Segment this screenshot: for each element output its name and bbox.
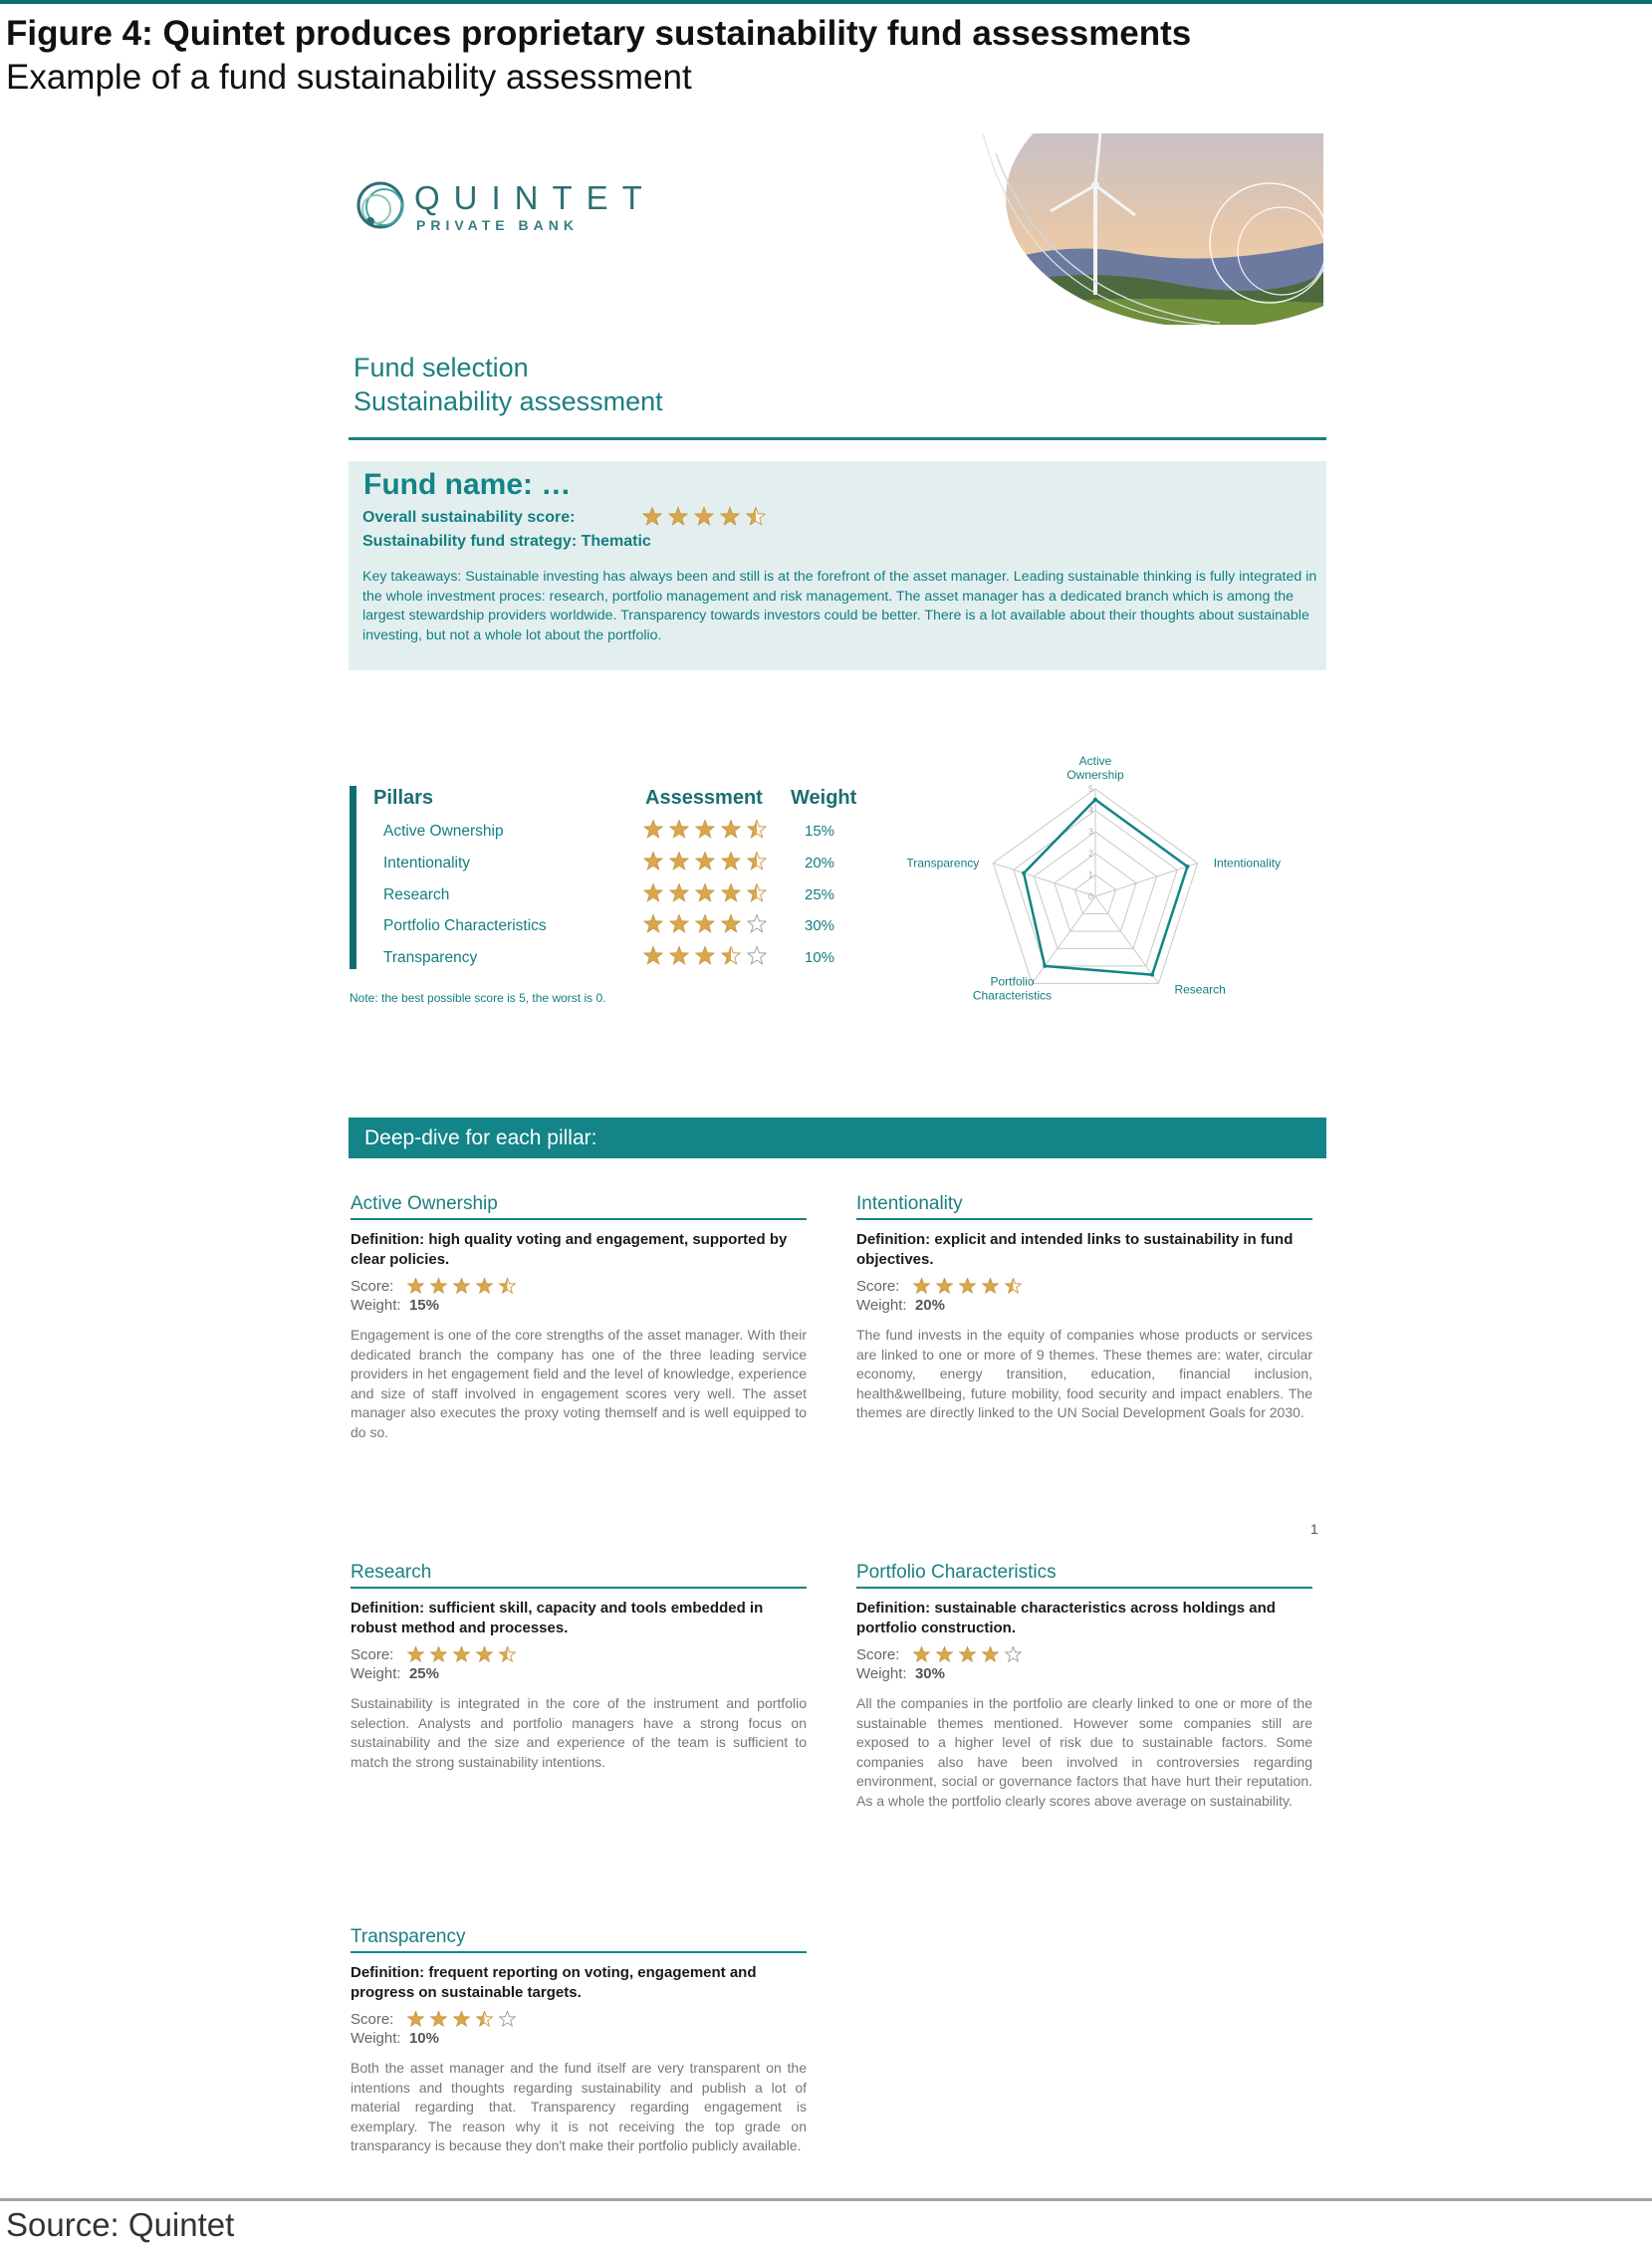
pillars-accent-bar (350, 786, 356, 969)
table-row (383, 946, 861, 974)
card-definition: Definition: explicit and intended links to sustainability in fund objectives. (856, 1231, 1294, 1268)
table-row (383, 852, 861, 879)
overall-score-stars (642, 507, 766, 527)
doc-title-line2: Sustainability assessment (354, 386, 663, 416)
score-label: Score: (351, 2011, 394, 2028)
star-full-icon (936, 1278, 953, 1295)
radar-axis-label: Active Ownership (1066, 754, 1124, 782)
card-weight (856, 1297, 1312, 1314)
doc-title-line1: Fund selection (354, 353, 529, 382)
star-full-icon (669, 852, 689, 872)
header-pillars: Pillars (373, 787, 434, 809)
card-stars (913, 1646, 1022, 1663)
radar-point (1043, 964, 1047, 968)
star-full-icon (430, 1646, 447, 1663)
card-divider (351, 1587, 807, 1589)
star-full-icon (642, 507, 662, 527)
star-full-icon (695, 883, 715, 903)
radar-chart (896, 747, 1295, 1016)
score-label: Score: (351, 1278, 394, 1295)
card-divider (351, 1951, 807, 1953)
star-full-icon (669, 946, 689, 966)
radar-tick-label: 0 (1087, 891, 1093, 901)
star-full-icon (407, 1278, 424, 1295)
star-full-icon (982, 1646, 999, 1663)
weight-value: 15% (408, 1297, 439, 1314)
figure-title: Figure 4: Quintet produces proprietary sustainability fund assessments (6, 14, 1192, 53)
weight-label: Weight: (351, 1297, 401, 1314)
star-full-icon (936, 1646, 953, 1663)
pillar-name: Portfolio Characteristics (383, 917, 547, 934)
star-half-icon (499, 1646, 516, 1663)
radar-axis-label: Research (1174, 982, 1226, 997)
star-half-icon (476, 2011, 493, 2028)
star-full-icon (407, 1646, 424, 1663)
pillar-name: Research (383, 886, 450, 903)
radar-axis-label: Intentionality (1213, 856, 1282, 871)
page-number: 1 (1310, 1521, 1318, 1537)
card-stars (407, 2011, 516, 2028)
star-full-icon (669, 820, 689, 840)
deep-dive-label: Deep-dive for each pillar: (364, 1126, 597, 1149)
weight-label: Weight: (351, 2030, 401, 2047)
logo-wordmark: QUINTET (414, 179, 656, 216)
card-body: Engagement is one of the core strengths of the asset manager. With their dedicated branch the company has one of the three leading service providers in het engagement field and the level of knowledge, experience and size of staff involved in engagement scores very well. The asset manager also executes the proxy voting themself and is well equipped to do so. (351, 1327, 807, 1440)
star-full-icon (695, 946, 715, 966)
star-full-icon (913, 1278, 930, 1295)
star-full-icon (453, 1278, 470, 1295)
card-stars (407, 1646, 516, 1663)
star-full-icon (669, 914, 689, 934)
table-row (383, 883, 861, 911)
card-divider (351, 1218, 807, 1220)
top-rule (0, 0, 1652, 4)
card-title: Intentionality (856, 1193, 963, 1214)
star-half-icon (721, 946, 741, 966)
star-full-icon (407, 2011, 424, 2028)
pillar-stars (643, 852, 767, 872)
radar-tick-label: 2 (1087, 848, 1093, 859)
bottom-rule (0, 2198, 1652, 2201)
star-full-icon (695, 852, 715, 872)
card-body: Both the asset manager and the fund itself are very transparent on the intentions and thoughts regarding sustainability and publish a lot of material regarding that. Transparency regarding engagement is exemplary. The reason why it is not receiving the top grade on transparancy is because they don't make their portfolio publicly available. (351, 2060, 807, 2153)
radar-tick-label: 4 (1087, 805, 1093, 816)
pillar-weight: 15% (805, 823, 835, 840)
score-label: Score: (856, 1278, 900, 1295)
star-full-icon (453, 1646, 470, 1663)
star-full-icon (959, 1646, 976, 1663)
wind-turbine-image (971, 133, 1323, 325)
overall-score-label: Overall sustainability score: (362, 509, 576, 526)
star-full-icon (476, 1646, 493, 1663)
pillar-weight: 30% (805, 917, 835, 934)
star-empty-icon (1005, 1646, 1022, 1663)
pillar-weight: 10% (805, 949, 835, 966)
pillar-card-active-ownership (351, 1193, 807, 1442)
pillar-weight: 25% (805, 886, 835, 903)
fund-strategy: Sustainability fund strategy: Thematic (362, 533, 651, 550)
card-title: Transparency (351, 1926, 466, 1947)
radar-axis-label: Transparency (906, 856, 980, 871)
score-label: Score: (856, 1646, 900, 1663)
radar-tick-label: 1 (1087, 870, 1093, 880)
star-full-icon (669, 883, 689, 903)
radar-axis-line (993, 864, 1095, 896)
card-body: The fund invests in the equity of companies whose products or services are linked to one or more of 9 themes. These themes are: water, circular economy, energy transition, education, financial inclusion, health&wellbeing, future mobility, food security and impact enablers. The themes are directly linked to the UN Social Development Goals for 2030. (856, 1327, 1312, 1420)
weight-label: Weight: (351, 1665, 401, 1682)
star-full-icon (720, 507, 740, 527)
star-full-icon (643, 820, 663, 840)
star-full-icon (695, 820, 715, 840)
card-score (856, 1646, 1312, 1663)
star-full-icon (721, 914, 741, 934)
header-assessment: Assessment (645, 787, 763, 809)
radar-tick-label: 5 (1087, 784, 1093, 794)
star-full-icon (694, 507, 714, 527)
star-full-icon (668, 507, 688, 527)
key-takeaways: Key takeaways: Sustainable investing has always been and still is at the forefront of the asset manager. Leading sustainable thinking is fully integrated in the whole investment proces: research, portfolio management and risk management. The asset manager has a dedicated branch which is among the largest stewardship providers worldwide. Transparency towards investors could be better. There is a lot available about their thoughts about sustainable investing, but not a whole lot about the portfolio. (362, 569, 1317, 643)
star-full-icon (453, 2011, 470, 2028)
card-weight (351, 1665, 807, 1682)
card-title: Portfolio Characteristics (856, 1562, 1057, 1583)
radar-tick-label: 3 (1087, 827, 1093, 838)
radar-point (1022, 872, 1026, 875)
logo-subtitle: PRIVATE BANK (416, 217, 579, 233)
radar-point (1185, 865, 1189, 869)
card-stars (913, 1278, 1022, 1295)
weight-label: Weight: (856, 1665, 907, 1682)
card-score (351, 2011, 807, 2028)
pillar-stars (643, 820, 767, 840)
score-label: Score: (351, 1646, 394, 1663)
star-full-icon (643, 883, 663, 903)
star-full-icon (430, 2011, 447, 2028)
pillar-card-research (351, 1562, 807, 1772)
score-note: Note: the best possible score is 5, the worst is 0. (350, 991, 606, 1005)
card-weight (856, 1665, 1312, 1682)
radar-point (1093, 798, 1097, 802)
card-title: Active Ownership (351, 1193, 498, 1214)
title-divider (349, 437, 1326, 440)
star-half-icon (747, 883, 767, 903)
pillar-weight: 20% (805, 855, 835, 872)
card-definition: Definition: sustainable characteristics across holdings and portfolio construction. (856, 1600, 1276, 1636)
radar-point (1150, 973, 1154, 977)
table-row (383, 914, 861, 942)
star-full-icon (643, 852, 663, 872)
weight-value: 25% (408, 1665, 439, 1682)
star-full-icon (476, 1278, 493, 1295)
star-full-icon (643, 914, 663, 934)
pillar-stars (643, 946, 767, 966)
card-weight (351, 2030, 807, 2047)
card-score (351, 1646, 807, 1663)
card-definition: Definition: sufficient skill, capacity and tools embedded in robust method and processes. (351, 1600, 764, 1636)
card-title: Research (351, 1562, 432, 1583)
card-definition: Definition: high quality voting and engagement, supported by clear policies. (351, 1231, 788, 1268)
weight-value: 20% (914, 1297, 945, 1314)
pillar-stars (643, 914, 767, 934)
star-full-icon (913, 1646, 930, 1663)
weight-value: 10% (408, 2030, 439, 2047)
star-full-icon (982, 1278, 999, 1295)
card-score (351, 1278, 807, 1295)
pillar-name: Intentionality (383, 855, 471, 872)
star-full-icon (959, 1278, 976, 1295)
card-divider (856, 1218, 1312, 1220)
star-full-icon (643, 946, 663, 966)
star-full-icon (695, 914, 715, 934)
card-body: Sustainability is integrated in the core of the instrument and portfolio selection. Analysts and portfolio managers have a strong focus on sustainability and the size and experience of the team is sufficient to match the strong sustainability intentions. (351, 1695, 807, 1770)
card-weight (351, 1297, 807, 1314)
pillar-name: Active Ownership (383, 823, 504, 840)
pillar-name: Transparency (383, 949, 478, 966)
weight-value: 30% (914, 1665, 945, 1682)
card-score (856, 1278, 1312, 1295)
radar-axis-label: Portfolio Characteristics (972, 974, 1053, 1003)
star-full-icon (430, 1278, 447, 1295)
card-stars (407, 1278, 516, 1295)
weight-label: Weight: (856, 1297, 907, 1314)
star-empty-icon (747, 946, 767, 966)
star-half-icon (746, 507, 766, 527)
star-half-icon (747, 852, 767, 872)
star-empty-icon (747, 914, 767, 934)
star-full-icon (721, 852, 741, 872)
figure-source: Source: Quintet (6, 2206, 235, 2243)
table-row (383, 820, 861, 848)
card-divider (856, 1587, 1312, 1589)
star-full-icon (721, 820, 741, 840)
pillar-card-intentionality (856, 1193, 1312, 1423)
figure-subtitle: Example of a fund sustainability assessment (6, 58, 692, 97)
star-half-icon (1005, 1278, 1022, 1295)
card-definition: Definition: frequent reporting on voting, engagement and progress on sustainable targets. (351, 1964, 757, 2001)
star-empty-icon (499, 2011, 516, 2028)
pillar-card-transparency (351, 1926, 807, 2156)
fund-name: Fund name: … (363, 468, 572, 501)
card-body: All the companies in the portfolio are clearly linked to one or more of the sustainable themes mentioned. However some companies still are exposed to a higher level of risk due to sustainable factors. Some companies also have been involved in controversies regarding environment, social or governance factors that have hurt their reputation. As a whole the portfolio clearly scores above average on sustainability. (856, 1695, 1312, 1809)
star-half-icon (747, 820, 767, 840)
pillar-stars (643, 883, 767, 903)
pillar-card-portfolio-characteristics (856, 1562, 1312, 1811)
star-half-icon (499, 1278, 516, 1295)
star-full-icon (721, 883, 741, 903)
header-weight: Weight (791, 787, 857, 809)
